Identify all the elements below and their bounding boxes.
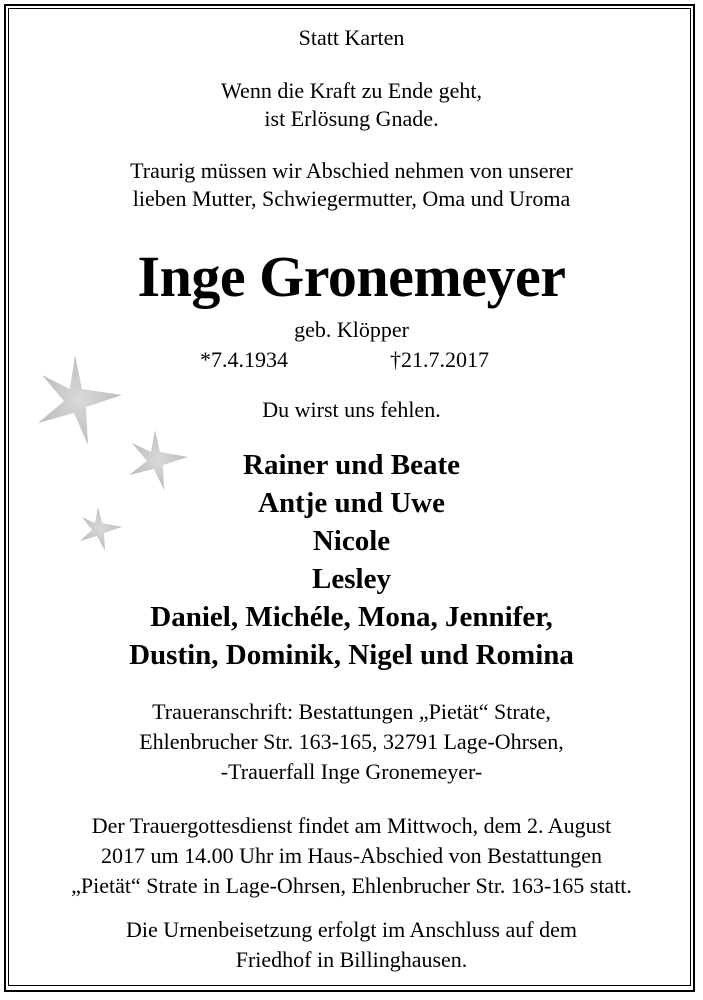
address-line-1: Traueranschrift: Bestattungen „Pietät“ Strate, (152, 699, 551, 724)
intro-line-2: lieben Mutter, Schwiegermutter, Oma und Uroma (132, 186, 571, 211)
family-line: Dustin, Dominik, Nigel und Romina (129, 639, 574, 671)
service-line-1: Der Trauergottesdienst findet am Mittwoch, dem 2. August (91, 813, 612, 838)
family-line: Lesley (312, 563, 391, 595)
family-line: Antje und Uwe (258, 487, 445, 519)
address-line-2: Ehlenbrucher Str. 163-165, 32791 Lage-Ohrsen, (139, 729, 564, 754)
birth-date: *7.4.1934 (200, 347, 288, 372)
family-line: Rainer und Beate (243, 449, 460, 481)
service-line-3: „Pietät“ Strate in Lage-Ohrsen, Ehlenbrucher Str. 163-165 statt. (71, 873, 632, 898)
intro-line-1: Traurig müssen wir Abschied nehmen von unserer (130, 158, 573, 183)
farewell-text: Du wirst uns fehlen. (262, 397, 441, 422)
deceased-name: Inge Gronemeyer (137, 244, 566, 309)
service-line-2: 2017 um 14.00 Uhr im Haus-Abschied von Bestattungen (100, 843, 603, 868)
death-date: †21.7.2017 (390, 347, 489, 372)
address-line-3: -Trauerfall Inge Gronemeyer- (220, 759, 483, 784)
quote-line-1: Wenn die Kraft zu Ende geht, (221, 78, 482, 103)
birth-name: geb. Klöpper (294, 317, 409, 342)
statt-karten: Statt Karten (298, 25, 405, 50)
burial-line-2: Friedhof in Billinghausen. (235, 947, 468, 972)
burial-line-1: Die Urnenbeisetzung erfolgt im Anschluss auf dem (126, 917, 577, 942)
family-line: Nicole (312, 525, 391, 557)
quote-line-2: ist Erlösung Gnade. (264, 106, 439, 131)
family-line: Daniel, Michéle, Mona, Jennifer, (150, 601, 553, 633)
